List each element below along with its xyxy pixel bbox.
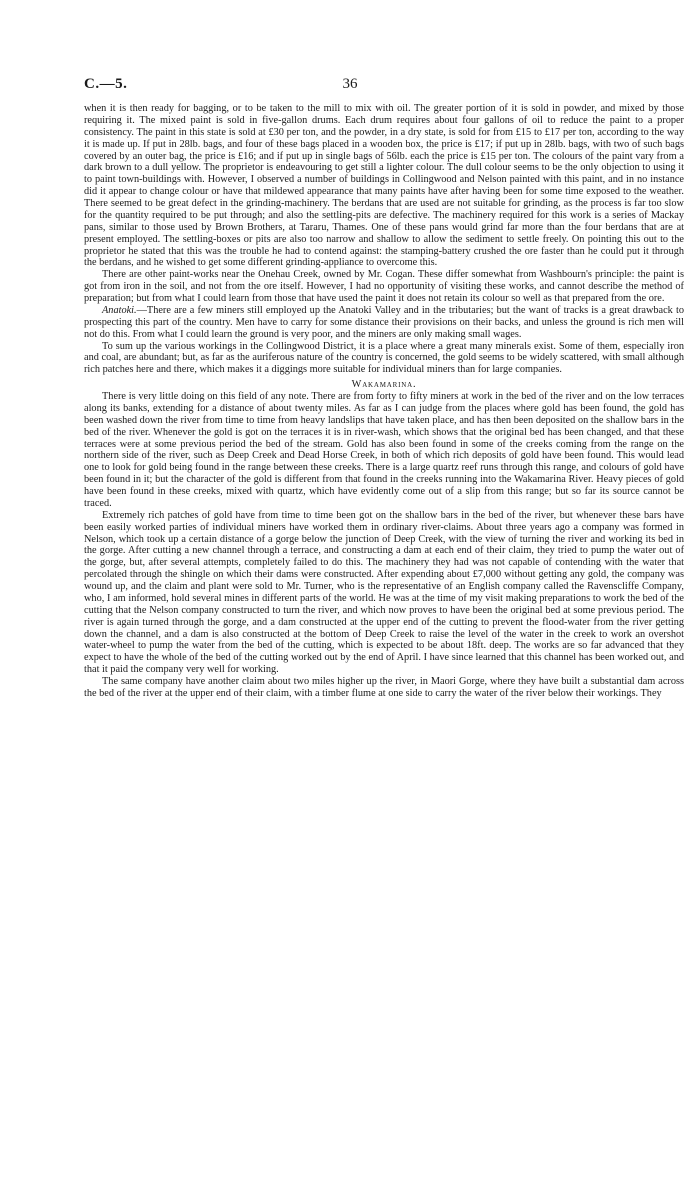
section-heading: Wakamarina. bbox=[351, 379, 417, 391]
paragraph: There are other paint-works near the Onehau Creek, owned by Mr. Cogan. These differ somewhat from Washbourn's principle: the paint is got from iron in the soil, and not from the ore itself. However, I had no opportunity of visiting these works, and cannot describe the method of preparation; but from what I could learn from those that have used the paint it does not retain its colour so well as that prepared from the ore. bbox=[84, 269, 684, 304]
section-lead: Anatoki. bbox=[102, 304, 137, 316]
paragraph: Extremely rich patches of gold have from time to time been got on the shallow bars in the bed of the river, but whenever these bars have been easily worked parties of individual miners have worked them in ordinary river-claims. About three years ago a company was formed in Nelson, which took up a certain distance of a gorge below the junction of Deep Creek, with the view of turning the river and working its bed in the gorge. After cutting a new channel through a terrace, and constructing a dam at each end of their claim, they tried to pump the water out of the gorge, but, after several attempts, completely failed to do this. The machinery they had was not capable of contending with the water that percolated through the shingle on which their dams were constructed. After expending about £7,000 without getting any gold, the company was wound up, and the claim and plant were sold to Mr. Turner, who is the representative of an English company called the Ravenscliffe Company, who, I am informed, hold several mines in different parts of the world. He was at the time of my visit making preparations to work the bed of the cutting that the Nelson company constructed to turn the river, and which now proves to have been the original bed at some previous period. The river is again turned through the gorge, and a dam constructed at the upper end of the cutting to prevent the flood-water from the river getting down the channel, and a dam is also constructed at the bottom of Deep Creek to raise the level of the water in the creek to work an overshot water-wheel to pump the water from the bed of the cutting, which is expected to be about 18ft. deep. The works are so far advanced that they expect to have the whole of the bed of the cutting worked out by the end of April. I have since learned that this channel has been worked out, and that it paid the company very well for working. bbox=[84, 509, 684, 676]
paper-reference: C.—5. bbox=[84, 76, 128, 92]
page-number: 36 bbox=[342, 76, 358, 92]
paragraph: To sum up the various workings in the Collingwood District, it is a place where a great many minerals exist. Some of them, especially iron and coal, are abundant; but, as far as the auriferous nature of the country is concerned, the gold seems to be widely scattered, with small although rich patches here and there, which makes it a diggings more suitable for individual miners than for large companies. bbox=[84, 340, 684, 376]
paragraph-text: —There are a few miners still employed up the Anatoki Valley and in the tributaries; but the want of tracks is a great drawback to prospecting this part of the country. Men have to carry for some distance their provisions on their backs, and unless the ground is rich men will not do this. From what I could learn the ground is very poor, and the miners are only making small wages. bbox=[84, 304, 684, 340]
paragraph: There is very little doing on this field of any note. There are from forty to fifty miners at work in the bed of the river and on the low terraces along its banks, extending for a distance of about twenty miles. As far as I can judge from the places where gold has been found, the gold has been washed down the river from time to time from heavy landslips that have taken place, and has then been deposited on the shallow bars in the bed of the river. Whenever the gold is got on the terraces it is in river-wash, which shows that the original bed has been changed, and that these terraces were at some previous period the bed of the stream. Gold has also been found in some of the creeks coming from the range on the northern side of the river, such as Deep Creek and Dead Horse Creek, in both of which rich deposits of gold have been found. This would lead one to look for gold being found in the range between these creeks. There is a large quartz reef runs through this range, and colours of gold have been found in it; but the character of the gold is different from that found in the creeks running into the Wakamarina River. Heavy pieces of gold have been found in these creeks, mixed with quartz, which have evidently come out of a slip from this range; but so far its source cannot be traced. bbox=[84, 391, 684, 509]
page-header bbox=[84, 76, 616, 96]
paragraph: when it is then ready for bagging, or to be taken to the mill to mix with oil. The greater portion of it is sold in powder, and mixed by those requiring it. The mixed paint is sold in five-gallon drums. Each drum requires about four gallons of oil to reduce the paint to a proper consistency. The paint in this state is sold at £30 per ton, and the powder, in a dry state, is sold for from £15 to £17 per ton, according to the way it is made up. If put in 28lb. bags, and four of these bags placed in a wooden box, the price is £17; if put up in 28lb. bags, with two of such bags covered by an outer bag, the price is £16; and if put up in single bags of 56lb. each the price is £15 per ton. The colours of the paint vary from a dark brown to a dull yellow. The proprietor is endeavouring to get still a lighter colour. The dull colour seems to be the only objection to using it to paint town-buildings with. However, I observed a number of buildings in Collingwood and Nelson painted with this paint, and in no instance did it appear to change colour or have that mildewed appearance that many paints have after having been for some time exposed to the weather. There seemed to be great defect in the grinding-machinery. The berdans that are used are not suitable for grinding, as the process is far too slow for the quantity required to be put through; and also the settling-pits are defective. The machinery required for this work is a series of Mackay pans, similar to those used by Brown Brothers, at Tararu, Thames. One of these pans would grind far more than the four berdans that are at present employed. The settling-boxes or pits are also too narrow and shallow to allow the sediment to settle freely. On pointing this out to the proprietor he stated that this was the trouble he had to contend against: the stamping-battery crushed the ore faster than he could put it through the berdans, and he wished to get some different grinding-appliance to overcome this. bbox=[84, 103, 684, 269]
paragraph: The same company have another claim about two miles higher up the river, in Maori Gorge, where they have built a substantial dam across the bed of the river at the upper end of their claim, with a timber flume at one side to carry the water of the river below their workings. They bbox=[84, 676, 684, 699]
body-text bbox=[84, 103, 684, 700]
paragraph bbox=[84, 305, 684, 341]
